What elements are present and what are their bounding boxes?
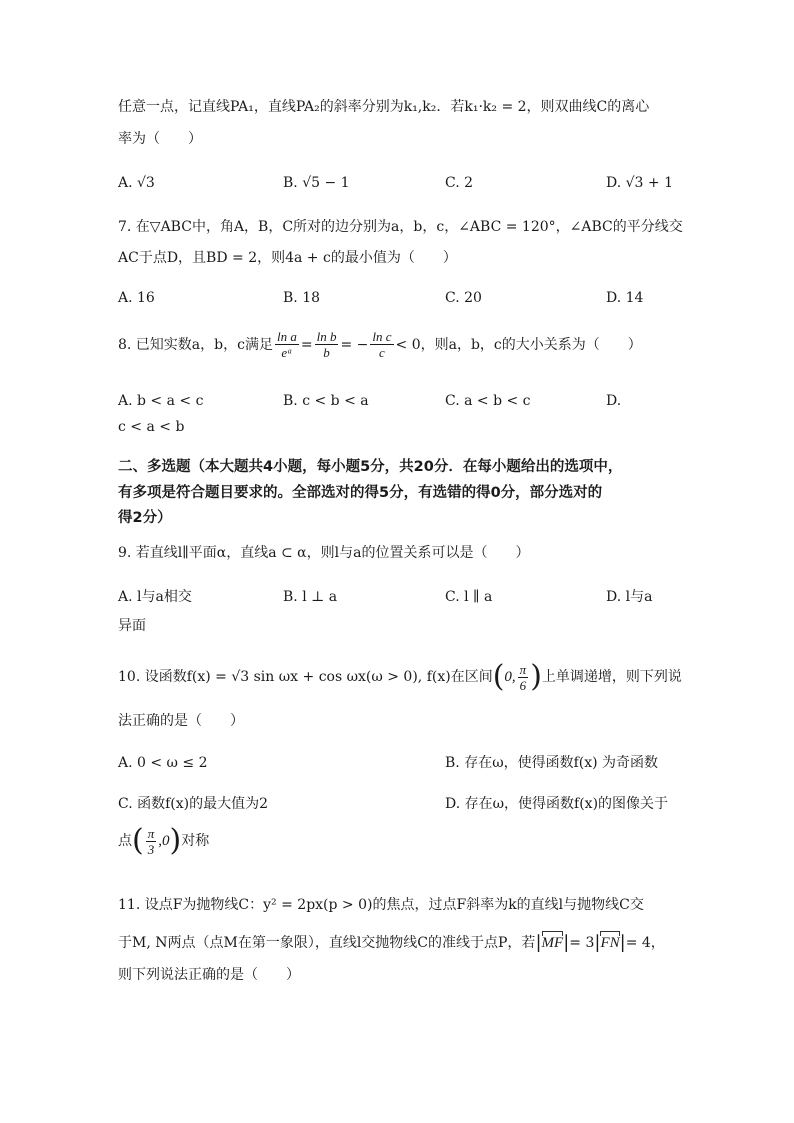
q8-stem xyxy=(118,330,642,359)
q7-stem-line2: AC于点D，且BD = 2，则4a + c的最小值为（ ） xyxy=(118,250,457,266)
q11-equals-3: = 3 xyxy=(569,935,595,951)
q10-suffix: 上单调递增，则下列说 xyxy=(541,669,682,685)
q10-point-fraction xyxy=(146,827,157,856)
q11-stem-line2 xyxy=(118,934,665,952)
q8-fraction-2-den: b xyxy=(323,345,330,360)
q10-interval-open-paren: ( xyxy=(492,659,505,694)
q11-line2-prefix: 于M, N两点（点M在第一象限），直线l交抛物线C的准线于点P，若 xyxy=(118,935,536,951)
q6-option-b: B. √5 − 1 xyxy=(283,175,350,191)
q10-prefix: 10. 设函数f(x) = √3 sin ωx + cos ωx(ω > 0), f(x)在区间 xyxy=(118,669,493,685)
q11-abs-bar-2: | xyxy=(563,932,570,953)
q10-point-close-paren: ) xyxy=(169,823,182,858)
q11-vector-mf: MF xyxy=(541,934,564,951)
q8-option-b: B. c < b < a xyxy=(283,393,369,409)
q8-fraction-3-num: ln c xyxy=(372,329,392,344)
q8-fraction-2 xyxy=(315,330,339,359)
q7-option-b: B. 18 xyxy=(283,290,321,306)
q8-option-a: A. b < a < c xyxy=(118,393,204,409)
q10-point-open-paren: ( xyxy=(132,823,144,858)
q10-option-d: D. 存在ω，使得函数f(x)的图像关于 xyxy=(445,796,669,812)
q10-option-a: A. 0 < ω ≤ 2 xyxy=(118,755,208,771)
q11-abs-bar-1: | xyxy=(535,932,542,953)
q9-option-b: B. l ⊥ a xyxy=(283,589,338,605)
q8-prefix: 8. 已知实数a，b，c满足 xyxy=(118,336,273,353)
q6-stem-line1: 任意一点，记直线PA₁，直线PA₂的斜率分别为k₁,k₂．若k₁·k₂ = 2，则双曲线C的离心 xyxy=(118,99,650,115)
q8-option-d-continued: c < a < b xyxy=(118,419,185,435)
q8-fraction-1 xyxy=(275,330,299,359)
q6-option-d: D. √3 + 1 xyxy=(606,175,673,191)
q9-stem: 9. 若直线l∥平面α，直线a ⊂ α，则l与a的位置关系可以是（ ） xyxy=(118,545,530,561)
q8-fraction-3 xyxy=(370,330,393,359)
q7-option-a: A. 16 xyxy=(118,290,155,306)
q11-vector-fn: FN xyxy=(600,934,620,951)
q8-option-c: C. a < b < c xyxy=(445,393,531,409)
q11-equals-4: = 4， xyxy=(625,935,665,951)
q9-option-d-continued: 异面 xyxy=(118,618,146,634)
q6-stem-line2: 率为（ ） xyxy=(118,131,202,147)
section-2-heading-line3: 得2分） xyxy=(118,510,172,526)
q7-stem-line1: 7. 在▽ABC中，角A，B，C所对的边分别为a，b，c，∠ABC = 120°，∠ABC的平分线交 xyxy=(118,219,683,235)
q11-stem-line1: 11. 设点F为抛物线C：y² = 2px(p > 0)的焦点，过点F斜率为k的直线l与抛物线C交 xyxy=(118,897,644,913)
q10-option-d-symmetric: 对称 xyxy=(181,833,210,849)
q10-option-d-point-label: 点 xyxy=(118,833,132,849)
q8-fraction-3-den: c xyxy=(379,345,385,360)
q10-option-b: B. 存在ω，使得函数f(x) 为奇函数 xyxy=(445,755,659,771)
q10-interval-close-paren: ) xyxy=(530,659,542,694)
q10-interval-den: 6 xyxy=(519,677,527,693)
q10-interval-left: 0, xyxy=(504,668,516,685)
q10-option-d-continued xyxy=(118,823,210,858)
q9-option-a: A. l与a相交 xyxy=(118,589,192,605)
q7-option-c: C. 20 xyxy=(445,290,482,306)
q10-point-tail: ,0 xyxy=(158,832,170,849)
q7-option-d: D. 14 xyxy=(606,290,644,306)
q8-equals-1: = xyxy=(300,336,313,353)
q9-option-c: C. l ∥ a xyxy=(445,589,493,605)
q11-abs-bar-4: | xyxy=(619,932,626,953)
q11-stem-line3: 则下列说法正确的是（ ） xyxy=(118,967,300,983)
q10-interval-fraction xyxy=(518,663,529,692)
section-2-heading-line2: 有多项是符合题目要求的。全部选对的得5分，有选错的得0分，部分选对的 xyxy=(118,485,603,501)
section-2-heading-line1: 二、多选题（本大题共4小题，每小题5分，共20分．在每小题给出的选项中， xyxy=(118,459,623,475)
q8-fraction-1-den: eᵃ xyxy=(281,345,293,360)
q6-option-c: C. 2 xyxy=(445,175,474,191)
q10-stem xyxy=(118,659,682,694)
q6-option-a: A. √3 xyxy=(118,175,155,191)
q8-fraction-2-num: ln b xyxy=(316,329,337,344)
q10-point-den: 3 xyxy=(147,841,155,857)
q10-stem-line2: 法正确的是（ ） xyxy=(118,713,244,729)
q8-equals-2: = − xyxy=(340,336,369,353)
q10-option-c: C. 函数f(x)的最大值为2 xyxy=(118,796,269,812)
q11-abs-bar-3: | xyxy=(594,932,601,953)
q8-option-d: D. xyxy=(606,393,622,409)
q8-fraction-1-num: ln a xyxy=(276,329,297,344)
q8-suffix: < 0，则a，b，c的大小关系为（ ） xyxy=(395,336,642,353)
q9-option-d: D. l与a xyxy=(606,589,653,605)
q10-point-num: π xyxy=(147,825,155,841)
q10-interval-num: π xyxy=(519,661,527,677)
